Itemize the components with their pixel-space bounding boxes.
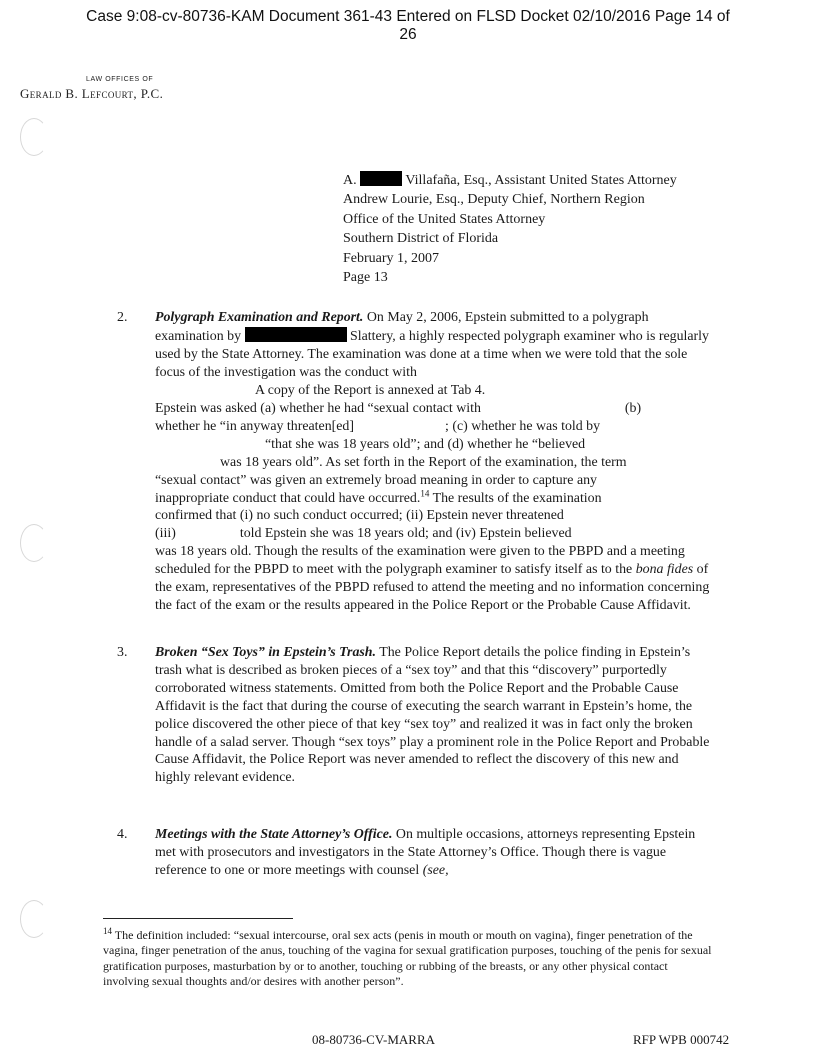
case-line-page-total: 26 <box>399 26 417 43</box>
polygraph-paragraph: Epstein was asked (a) whether he had “sexual contact with (b) whether he “in anyway threaten[ed] ; (c) whether he was told by “that she was 18 years old”; and (d) whether he “believed was 18 years old”. As set forth in the Report of the examination, the term “sexual contact” was given an extremely broad meaning in order to capture any inappropriate conduct that could have occurred.$^{14}$ The results of the examination confirmed that (i) no such conduct occurred; (ii) Epstein never threatened (iii) told Epstein she was 18 years old; and (iv) Epstein believed was 18 years old. Though the results of the examination were given to the PBPD and a meeting scheduled for the PBPD to meet with the polygraph examiner to satisfy itself as to the bona fides of the exam, representatives of the PBPD refused to attend the meeting and no information concerning the fact of the exam or the results appeared in the Police Report or the Probable Cause Affidavit. <box>155 401 710 613</box>
list-item <box>103 826 713 880</box>
redaction-bar <box>360 171 402 186</box>
footnote-divider <box>103 918 293 919</box>
footnote-text: The definition included: “sexual intercourse, oral sex acts (penis in mouth or mouth on vagina), finger penetration of the vagina, finger penetration of the anus, touching of the vagina for sexual gratification purposes, touching of the penis for sexual gratification purposes, masturbation by or to another, touching or rubbing of the breasts, or any other physical contact involving sexual thoughts and/or desires with another person”. <box>103 928 712 989</box>
footnote-number: 14 <box>103 926 112 936</box>
redaction-bar <box>245 327 347 342</box>
addressee-line: A. Villafaña, Esq., Assistant United States Attorney <box>343 173 677 188</box>
footnote-ref: 14 <box>420 487 430 498</box>
case-line: Case 9:08-cv-80736-KAM Document 361-43 Entered on FLSD Docket 02/10/2016 Page 14 of <box>86 8 730 25</box>
item-text: Meetings with the State Attorney’s Office. On multiple occasions, attorneys representing Epstein met with prosecutors and investigators in the State Attorney’s Office. Though there is vague reference to one or more meetings with counsel (see, <box>155 827 696 878</box>
item-text-line: A copy of the Report is annexed at Tab 4. <box>255 382 486 398</box>
addressee-district: Southern District of Florida <box>343 231 499 247</box>
footer-bates-number: RFP WPB 000742 <box>633 1032 730 1047</box>
item-number: 3. <box>117 645 128 660</box>
court-filing-header <box>0 8 816 44</box>
addressee-line: Andrew Lourie, Esq., Deputy Chief, Northern Region <box>343 192 645 208</box>
punch-hole-mark <box>20 118 48 156</box>
letterhead-offices: LAW OFFICES OF <box>86 76 154 83</box>
addressee-office: Office of the United States Attorney <box>343 211 546 227</box>
letter-address-block <box>343 171 677 287</box>
item-heading: Polygraph Examination and Report. <box>155 310 364 325</box>
letter-date: February 1, 2007 <box>343 250 440 266</box>
item-text: Broken “Sex Toys” in Epstein’s Trash. The Police Report details the police finding in Epstein’s trash what is described as broken pieces of a “sex toy” and that this “discovery” purportedly corroborated witness statements. Omitted from both the Police Report and the Probable Cause Affidavit is the fact that during the course of executing the search warrant in Epstein’s home, the police discovered the other piece of that key “sex toy” and realized it was in fact only the broken handle of a salad server. Though “sex toys” play a prominent role in the Police Report and Probable Cause Affidavit, the Police Report was never amended to reflect the discovery of this new and highly relevant evidence. <box>155 645 710 786</box>
item-number: 2. <box>117 310 128 325</box>
item-heading: Meetings with the State Attorney’s Office. <box>155 827 393 842</box>
letterhead-firm-name: Gerald B. Lefcourt, P.C. <box>20 86 164 101</box>
item-number: 4. <box>117 827 128 842</box>
list-item <box>103 309 713 400</box>
item-text: Polygraph Examination and Report. On May 2, 2006, Epstein submitted to a polygraph examination by Slattery, a highly respected polygraph examiner who is regularly used by the State Attorney. The examination was done at a time when we were told that the sole focus of the investigation was the conduct with A copy of the Report is annexed at Tab 4. <box>155 309 713 400</box>
punch-hole-mark <box>20 524 48 562</box>
letterhead <box>20 76 163 102</box>
footnote <box>103 928 713 990</box>
punch-hole-mark <box>20 900 48 938</box>
item-heading: Broken “Sex Toys” in Epstein’s Trash. <box>155 645 377 660</box>
footer-case-number: 08-80736-CV-MARRA <box>312 1032 436 1047</box>
letter-page-number: Page 13 <box>343 270 388 286</box>
list-item <box>103 644 713 787</box>
